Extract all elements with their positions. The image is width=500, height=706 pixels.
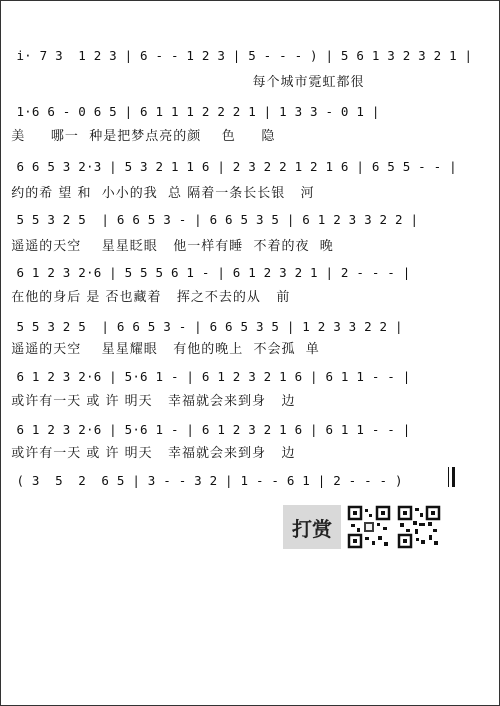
notation-line: 6 6 5 3 2·3 | 5 3 2 1 1 6 | 2 3 2 2 1 2 1 6 | 6 5 5 - - | [1,159,457,174]
lyric-line: 在他的身后 是 否也藏着 挥之不去的从 前 [1,290,291,305]
notation-line: 5 5 3 2 5 | 6 6 5 3 - | 6 6 5 3 5 | 1 2 3 3 2 2 | [1,319,403,334]
lyric-line: 每个城市霓虹都很 [1,75,365,90]
notation-line: i· 7 3 1 2 3 | 6 - - 1 2 3 | 5 - - - ) | 5 6 1 3 2 3 2 1 | [1,48,473,63]
notation-line: 1·6 6 - 0 6 5 | 6 1 1 1 2 2 2 1 | 1 3 3 - 0 1 | [1,104,380,119]
lyric-line: 或许有一天 或 许 明天 幸福就会来到身 边 [1,446,296,461]
reward-button[interactable]: 打赏 [283,505,341,549]
final-barline-thin [448,467,449,487]
lyric-line: 或许有一天 或 许 明天 幸福就会来到身 边 [1,394,296,409]
reward-area [283,505,444,549]
notation-line: 6 1 2 3 2·6 | 5 5 5 6 1 - | 6 1 2 3 2 1 | 2 - - - | [1,265,411,280]
lyric-line: 遥遥的天空 星星眨眼 他一样有睡 不着的夜 晚 [1,239,334,254]
notation-line: ( 3 5 2 6 5 | 3 - - 3 2 | 1 - - 6 1 | 2 - - - ) [1,473,411,488]
qr-code-icon[interactable] [347,505,391,549]
lyric-line: 美 哪一 种是把梦点亮的颜 色 隐 [1,129,276,144]
qr-code-icon[interactable] [397,505,441,549]
notation-line: 5 5 3 2 5 | 6 6 5 3 - | 6 6 5 3 5 | 6 1 2 3 3 2 2 | [1,212,419,227]
notation-line: 6 1 2 3 2·6 | 5·6 1 - | 6 1 2 3 2 1 6 | 6 1 1 - - | [1,369,411,384]
lyric-line: 遥遥的天空 星星耀眼 有他的晚上 不会孤 单 [1,342,320,357]
lyric-line: 约的希 望 和 小小的我 总 隔着一条长长银 河 [1,186,315,201]
final-barline-thick [452,467,455,487]
notation-line: 6 1 2 3 2·6 | 5·6 1 - | 6 1 2 3 2 1 6 | 6 1 1 - - | [1,422,411,437]
